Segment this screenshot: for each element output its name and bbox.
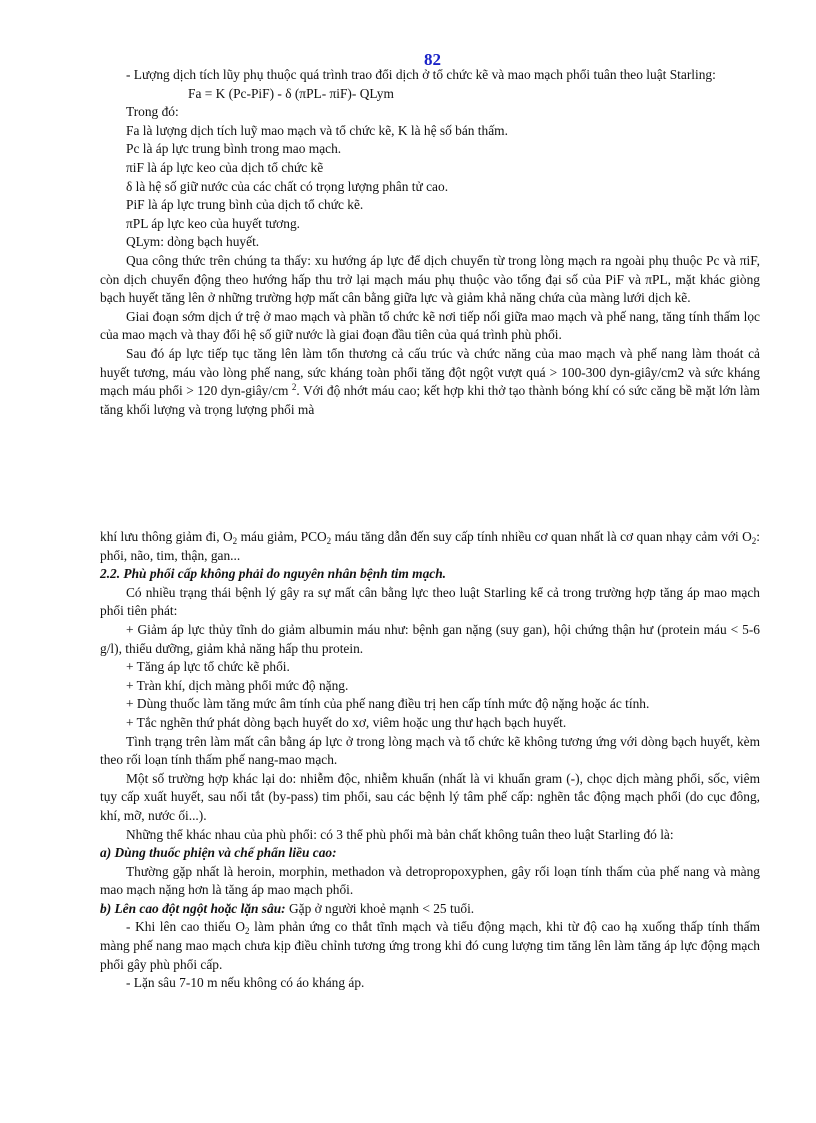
paragraph: Tình trạng trên làm mất cân bằng áp lực ở trong lòng mạch và tổ chức kẽ không tương ứng với dòng bạch huyết, kèm theo rối loạn tính thấm phế nang-mao mạch. <box>100 733 760 768</box>
text-run: khí lưu thông giảm đi, O <box>100 529 233 544</box>
subscript: 2 <box>326 536 332 546</box>
definition-line: QLym: dòng bạch huyết. <box>126 234 260 250</box>
text-run: máu tăng dẫn đến suy cấp tính nhiều cơ quan nhất là cơ quan nhạy cảm với O <box>331 529 752 544</box>
paragraph <box>100 918 760 974</box>
paragraph: - Lặn sâu 7-10 m nếu không có áo kháng áp. <box>126 975 365 991</box>
paragraph: Qua công thức trên chúng ta thấy: xu hướng áp lực để dịch chuyển từ trong lòng mạch ra ngoài phụ thuộc Pc và πiF, còn dịch chuyển động theo hướng hấp thu trở lại mạch máu phụ thuộc vào tổng đại số của PiF và πPL, mặt khác giòng bạch huyết tăng lên ở những trường hợp mất cân bằng giữa lực và giảm khả năng chứa của màng lưới dịch kẽ. <box>100 252 760 306</box>
text-run: - Khi lên cao thiếu O <box>126 919 246 935</box>
list-item: + Tắc nghẽn thứ phát dòng bạch huyết do xơ, viêm hoặc ung thư hạch bạch huyết. <box>126 714 567 730</box>
section-heading-2-2: 2.2. Phù phổi cấp không phải do nguyên nhân bệnh tim mạch. <box>100 566 447 582</box>
paragraph <box>100 528 760 565</box>
starling-formula: Fa = K (Pc-PiF) - δ (πPL- πiF)- QLym <box>188 85 394 101</box>
text-run: . Với độ nhớt máu cao; kết hợp khi thở tạo thành bóng khí có sức căng bề mặt lớn làm tăng khối lượng và trọng lượng phổi mà <box>100 383 760 417</box>
paragraph: Một số trường hợp khác lại do: nhiễm độc, nhiễm khuẩn (nhất là vi khuẩn gram (-), chọc dịch màng phổi, sốc, viêm tụy cấp xuất huyết, sau nối tắt (by-pass) tim phổi, sau các bệnh lý tâm phế cấp: nghẽn tắc động mạch phổi (do cục đông, khí, mỡ, nước ối...). <box>100 770 760 823</box>
subscript: 2 <box>245 926 250 937</box>
definition-line: PiF là áp lực trung bình của dịch tổ chức kẽ. <box>126 197 364 213</box>
text-block-2 <box>100 528 760 993</box>
text-run: : phổi, não, tim, thận, gan... <box>100 529 761 563</box>
text-block-1 <box>100 66 760 419</box>
page-number: 82 <box>424 50 441 69</box>
paragraph: Có nhiều trạng thái bệnh lý gây ra sự mất cân bằng lực theo luật Starling kể cả trong trường hợp tăng áp mao mạch phổi tiên phát: <box>100 584 760 619</box>
paragraph: Giai đoạn sớm dịch ứ trệ ở mao mạch và phần tổ chức kẽ nơi tiếp nối giữa mao mạch và phế nang, tăng tính thấm lọc của mao mạch và thay đổi hệ số giữ nước là giai đoạn đầu tiên của quá trình phù phổi. <box>100 308 760 343</box>
subheading-a: a) Dùng thuốc phiện và chế phẩn liều cao: <box>100 845 337 861</box>
paragraph: Những thể khác nhau của phù phổi: có 3 thể phù phổi mà bản chất không tuân theo luật Starling đó là: <box>126 826 674 842</box>
list-item: + Giảm áp lực thủy tĩnh do giảm albumin máu như: bệnh gan nặng (suy gan), hội chứng thận hư (protein máu < 5-6 g/l), thiểu dưỡng, giảm khả năng hấp thu protein. <box>100 621 760 656</box>
text-run: Sau đó áp lực tiếp tục tăng lên làm tổn thương cả cấu trúc và chức năng của mao mạch và phế nang làm thoát cả huyết tương, máu vào lòng phế nang, sức kháng toàn phổi tăng đột ngột vượt quá > 100-300 dyn-giây/cm2 và sức kháng mạch máu phổi > 120 dyn-giây/cm <box>100 345 760 399</box>
superscript: 2 <box>291 382 297 393</box>
definition-line: Pc là áp lực trung bình trong mao mạch. <box>126 141 342 157</box>
paragraph <box>100 900 760 919</box>
definition-line: πPL áp lực keo của huyết tương. <box>126 215 300 231</box>
paragraph: Thường gặp nhất là heroin, morphin, methadon và detropropoxyphen, gây rối loạn tính thấm của phế nang và màng mao mạch nặng hơn là tăng áp mao mạch phổi. <box>100 863 760 898</box>
definition-line: πiF là áp lực keo của dịch tổ chức kẽ <box>126 159 324 175</box>
definition-line: δ là hệ số giữ nước của các chất có trọng lượng phân tử cao. <box>126 178 449 194</box>
list-item: + Tràn khí, dịch màng phổi mức độ nặng. <box>126 677 349 693</box>
paragraph: Trong đó: <box>126 104 179 120</box>
text-run: làm phản ứng co thắt tĩnh mạch và tiểu động mạch, khi từ độ cao hạ xuống thấp tính thấm màng phế nang mao mạch chưa kịp điều chỉnh tương ứng trong khi đó cung lượng tim tăng lên làm tăng áp lực động mạch phổi gây phù phổi cấp. <box>100 919 760 972</box>
definition-line: Fa là lượng dịch tích luỹ mao mạch và tổ chức kẽ, K là hệ số bán thấm. <box>126 122 508 138</box>
list-item: + Dùng thuốc làm tăng mức âm tính của phế nang điều trị hen cấp tính mức độ nặng hoặc ác tính. <box>126 696 650 712</box>
subheading-b: b) Lên cao đột ngột hoặc lặn sâu: <box>100 900 286 916</box>
text-run: máu giảm, PCO <box>237 529 327 544</box>
subscript: 2 <box>232 536 238 546</box>
paragraph: - Lượng dịch tích lũy phụ thuộc quá trình trao đổi dịch ở tổ chức kẽ và mao mạch phổi tuân theo luật Starling: <box>126 67 716 82</box>
list-item: + Tăng áp lực tổ chức kẽ phổi. <box>126 659 290 675</box>
subscript: 2 <box>751 536 757 546</box>
text-run: Gặp ở người khoẻ mạnh < 25 tuổi. <box>285 900 475 916</box>
paragraph <box>100 345 760 419</box>
